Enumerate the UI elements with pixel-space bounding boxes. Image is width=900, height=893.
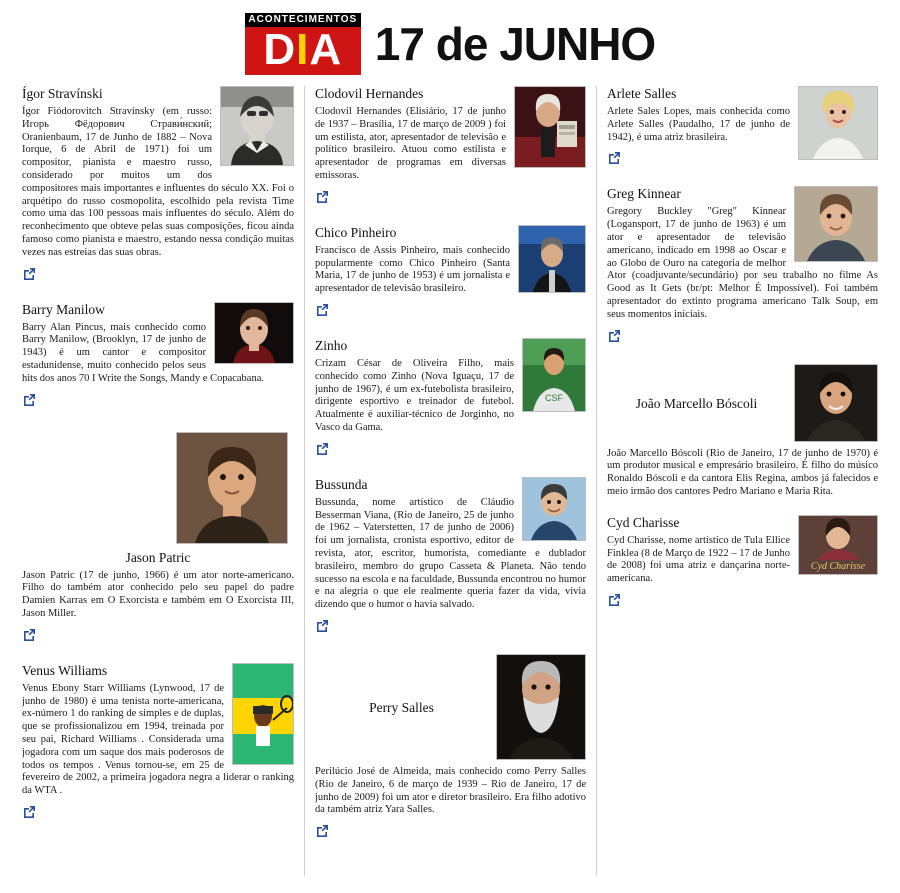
entry-title: Zinho — [315, 337, 348, 353]
logo-letter-a: A — [309, 25, 343, 74]
share-icon[interactable] — [315, 441, 330, 456]
share-icon[interactable] — [22, 266, 37, 281]
entry-body: Barry Alan Pincus, mais conhecido como Barry Manilow, (Brooklyn, 17 de junho de 1943) é um cantor e compositor estadunidense, muito conhecido pelos seus hits dos anos 70 I Write the Songs, Mandy e Copacabana. — [22, 321, 265, 384]
perry-salles-title-row — [315, 654, 586, 760]
entry-title: Jason Patric — [125, 549, 191, 565]
page-header — [0, 0, 900, 86]
site-logo — [245, 13, 361, 75]
share-icon[interactable] — [315, 823, 330, 838]
entry-title: Clodovil Hernandes — [315, 86, 424, 101]
photo-jason-patric-container — [22, 432, 294, 544]
entry-body: Bussunda, nome artístico de Cláudio Besserman Viana, (Rio de Janeiro, 25 de junho de 1962 – Vaterstetten, 17 de junho de 2006) foi um jornalista, cronista esportivo, editor de revista, ator, escritor, humorista, comediante e dublador brasileiro, membro do grupo Casseta & Planeta. Não tendo sucesso na escola e na faculdade, Bussunda encontrou no humor e na alegria o que ele realmente queria fazer da vida, vivia dizendo que o humor o havia salvado. — [315, 496, 586, 611]
entry-joao-marcello-boscoli — [607, 364, 878, 499]
share-icon[interactable] — [607, 592, 622, 607]
entry-barry-manilow — [22, 302, 294, 412]
share-icon[interactable] — [22, 392, 37, 407]
share-icon[interactable] — [607, 150, 622, 165]
logo-top-text: ACONTECIMENTOS — [245, 13, 361, 27]
entry-body: Venus Ebony Starr Williams (Lynwood, 17 de junho de 1980) é uma tenista norte-americana, ex-número 1 do ranking de simples e de duplas, que se profissionalizou em 1994, treinada por seu pai, Richard Williams . Considerada uma jogadora com um saque dos mais poderosos de todos os tempos . Venus tornou-se, em 25 de fevereiro de 2002, a primeira jogadora negra a liderar o ranking da WTA . — [22, 682, 294, 797]
entry-title: Arlete Salles — [607, 86, 677, 101]
share-icon[interactable] — [22, 804, 37, 819]
entry-igor-stravinski — [22, 86, 294, 286]
photo-cyd-charisse-image — [798, 515, 878, 575]
entry-perry-salles — [315, 654, 586, 843]
entry-body: Clodovil Hernandes (Elisiário, 17 de junho de 1937 – Brasília, 17 de março de 2009 ) foi um estilista, ator, apresentador de televisão e político brasileiro. Atuou como estilista e apresentador de programas em diversas emissoras. — [315, 106, 506, 181]
content-columns — [0, 86, 900, 886]
photo-tennis-player-image — [232, 663, 294, 765]
portrait-manilow-dark-image — [214, 302, 294, 364]
entry-body: Crizam César de Oliveira Filho, mais conhecido como Zinho (Nova Iguaçu, 17 de junho de 1967), é um ex-futebolista brasileiro, dirigente esportivo e treinador de futebol. Atualmente é auxiliar-técnico de Jorginho, no Vasco da Gama. — [315, 357, 514, 433]
entry-title: Greg Kinnear — [607, 186, 681, 202]
photo-clodovil-image — [514, 86, 586, 168]
column-2 — [304, 86, 596, 876]
entry-clodovil-hernandes — [315, 86, 586, 209]
entry-title: João Marcello Bóscoli — [635, 395, 758, 411]
boscoli-title-row — [607, 364, 878, 442]
entry-title: Ígor Stravínski — [22, 86, 103, 101]
logo-letter-i: I — [296, 25, 310, 74]
share-icon[interactable] — [607, 328, 622, 343]
entry-title: Bussunda — [315, 476, 368, 492]
entry-title: Barry Manilow — [22, 301, 105, 317]
share-icon[interactable] — [22, 627, 37, 642]
entry-body: Jason Patric (17 de junho, 1966) é um ator norte-americano. Filho do também ator conhecido pelo seu papel do padre Damien Karras em O Exorcista e também em O Exorcista III, Jason Miller. — [22, 569, 294, 619]
photo-perry-salles-image — [496, 654, 586, 760]
entry-title: Perry Salles — [369, 699, 434, 715]
photo-boscoli-image — [794, 364, 878, 442]
entry-arlete-salles — [607, 86, 878, 170]
svg-text:CSF: CSF — [545, 392, 563, 403]
photo-zinho-image — [522, 338, 586, 412]
entry-title: Venus Williams — [22, 662, 108, 678]
column-1 — [12, 86, 304, 876]
photo-arlete-salles-image — [798, 86, 878, 160]
entry-body: Gregory Buckley "Greg" Kinnear (Logansport, 17 de junho de 1963) é um ator e apresentador de televisão americano, indicado em 1998 ao Oscar e ao Globo de Ouro na categoria de melhor Ator (coadjuvante/secundário) por seu trabalho no filme As Good as It Gets (br/pt: Melhor É Impossível). Foi também apresentador do extinto programa americano Talk Soup, em seus momentos iniciais. — [607, 206, 878, 320]
entry-body: Perilúcio José de Almeida, mais conhecido como Perry Salles (Rio de Janeiro, 6 de março de 1939 – Rio de Janeiro, 17 de junho de 2009) foi um ator e diretor brasileiro. Era filho adotivo da também atriz Yara Salles. — [315, 765, 586, 816]
entry-body: Arlete Sales Lopes, mais conhecida como Arlete Salles (Paudalho, 17 de junho de 1942), é uma atriz brasileira. — [607, 106, 790, 143]
entry-chico-pinheiro — [315, 225, 586, 322]
photo-bussunda-image — [522, 477, 586, 541]
photo-greg-kinnear-image — [794, 186, 878, 262]
column-3 — [596, 86, 888, 876]
entry-body: Cyd Charisse, nome artístico de Tula Ellice Finklea (8 de Março de 1922 – 17 de Junho de 2008) foi uma atriz e dançarina norte-americana. — [607, 534, 790, 585]
logo-letter-d: D — [263, 25, 297, 74]
entry-venus-williams — [22, 663, 294, 824]
entry-cyd-charisse — [607, 515, 878, 612]
portrait-jason-patric-image — [176, 432, 288, 544]
share-icon[interactable] — [315, 618, 330, 633]
entry-title: Chico Pinheiro — [315, 224, 397, 240]
entry-zinho — [315, 338, 586, 461]
portrait-stravinsky-bw-image — [220, 86, 294, 166]
entry-body: Ígor Fiódorovitch Stravínsky (em russo: Игорь Фёдорович Страви́нский; Oranienbaum, 17 de Junho de 1882 – Nova Iorque, 6 de Abril de 1971) foi um compositor, pianista e maestro russo, considerado por muitos um dos compositores mais importantes e influentes do século XX. Foi o arquétipo do russo cosmopolita, escolhido pela revista Time como uma das 100 pessoas mais influentes do século. Além do reconhecimento que obteve pelas suas composições, ficou ainda famoso como pianista e maestro, estando nessa condição muitas vezes nas estreias das suas obras. — [22, 106, 294, 258]
entry-greg-kinnear — [607, 186, 878, 347]
page-title: 17 de JUNHO — [374, 18, 656, 70]
entry-jason-patric — [22, 428, 294, 647]
share-icon[interactable] — [315, 189, 330, 204]
photo-caption: Cyd Charisse — [810, 560, 866, 572]
entry-body: Francisco de Assis Pinheiro, mais conhecido popularmente como Chico Pinheiro (Santa Maria, 17 de junho de 1953) é um jornalista e apresentador de televisão brasileiro. — [315, 244, 510, 295]
share-icon[interactable] — [315, 302, 330, 317]
entry-title: Cyd Charisse — [607, 514, 680, 530]
photo-chico-pinheiro-image — [518, 225, 586, 293]
entry-body: João Marcello Bóscoli (Rio de Janeiro, 17 de junho de 1970) é um produtor musical e empresário brasileiro. É filho do músico Ronaldo Bóscoli e da cantora Elis Regina, ambos já falecidos e meio irmão dos cantores Pedro Mariano e Maria Rita. — [607, 447, 878, 497]
logo-main-text — [245, 27, 361, 75]
entry-bussunda — [315, 477, 586, 638]
